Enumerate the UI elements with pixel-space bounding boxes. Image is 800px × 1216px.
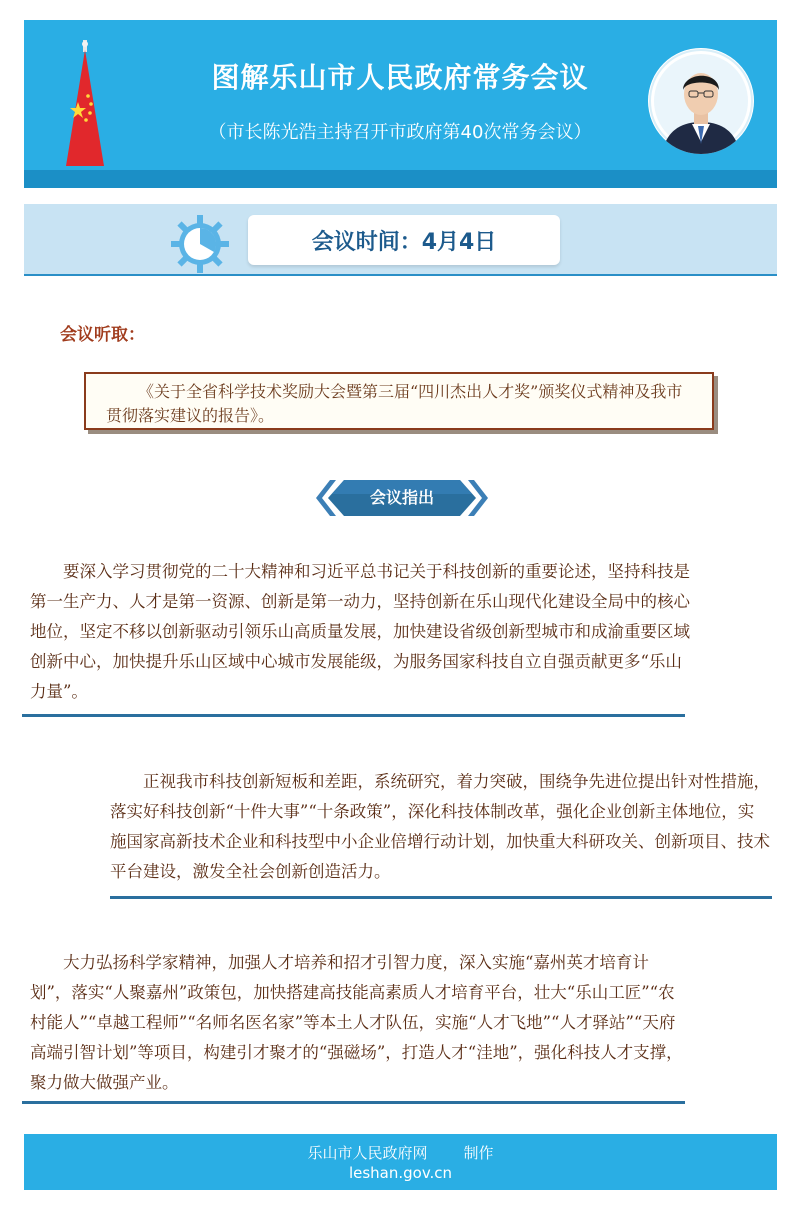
header-banner-strip xyxy=(24,170,777,188)
point-text-1: 要深入学习贯彻党的二十大精神和习近平总书记关于科技创新的重要论述，坚持科技是第一生产力、人才是第一资源、创新是第一动力，坚持创新在乐山现代化建设全局中的核心地位，坚定不移以创新驱动引领乐山高质量发展，加快建设省级创新型城市和成渝重要区域创新中心，加快提升乐山区域中心城市发展能级，为服务国家科技自立自强贡献更多“乐山力量”。 xyxy=(30,562,690,701)
flag-icon xyxy=(60,40,110,170)
point-paragraph-2 xyxy=(110,767,770,887)
heard-heading: 会议听取： xyxy=(60,325,145,345)
report-box xyxy=(84,372,714,430)
footer-org[interactable]: 乐山市人民政府网 xyxy=(307,1144,428,1162)
point-text-3: 大力弘扬科学家精神，加强人才培养和招才引智力度，深入实施“嘉州英才培育计划”，落实“人聚嘉州”政策包，加快搭建高技能高素质人才培育平台，壮大“乐山工匠”“农村能人”“卓越工程师”“名师名医名家”等本土人才队伍，实施“人才飞地”“人才驿站”“天府高端引智计划”等项目，构建引才聚才的“强磁场”，打造人才“洼地”，强化科技人才支撑，聚力做大做强产业。 xyxy=(30,953,683,1092)
point-paragraph-1 xyxy=(30,557,690,707)
divider-3 xyxy=(22,1101,685,1104)
divider-1 xyxy=(22,714,685,717)
report-text: 《关于全省科学技术奖励大会暨第三届“四川杰出人才奖”颁奖仪式精神及我市贯彻落实建议的报告》。 xyxy=(106,382,683,425)
footer-domain-link[interactable]: leshan.gov.cn xyxy=(348,1164,453,1182)
point-paragraph-3 xyxy=(30,948,690,1098)
footer xyxy=(24,1134,777,1190)
page-title: 图解乐山市人民政府常务会议 xyxy=(211,61,589,94)
footer-made: 制作 xyxy=(463,1144,494,1162)
page-subtitle: （市长陈光浩主持召开市政府第40次常务会议） xyxy=(208,122,592,143)
portrait-avatar xyxy=(648,48,754,154)
gear-clock-icon xyxy=(168,212,232,276)
meeting-time: 会议时间：4月4日 xyxy=(248,215,560,265)
divider-2 xyxy=(110,896,772,899)
points-heading: 会议指出 xyxy=(369,488,434,507)
point-text-2: 正视我市科技创新短板和差距，系统研究，着力突破，围绕争先进位提出针对性措施，落实好科技创新“十件大事”“十条政策”，深化科技体制改革，强化企业创新主体地位，实施国家高新技术企业和科技型中小企业倍增行动计划，加快重大科研攻关、创新项目、技术平台建设，激发全社会创新创造活力。 xyxy=(110,772,770,881)
